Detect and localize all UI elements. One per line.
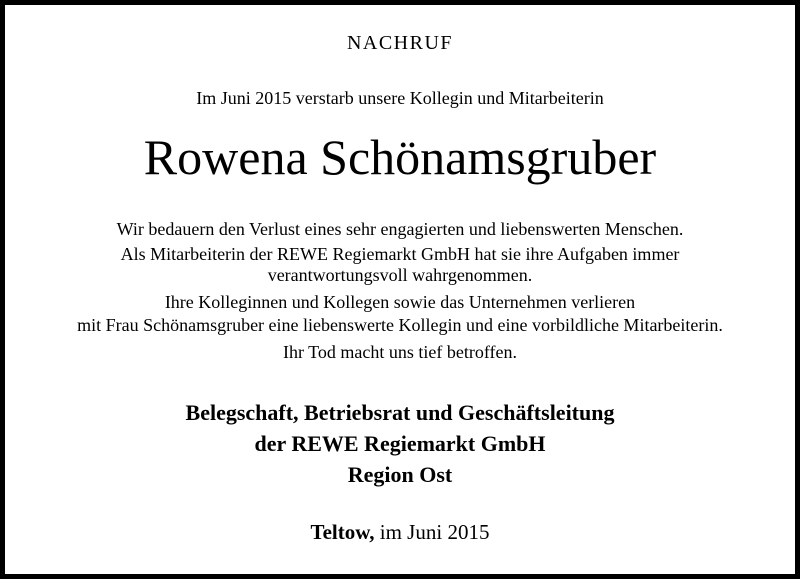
signature-line: Region Ost bbox=[347, 462, 453, 487]
place: Teltow, bbox=[310, 520, 375, 544]
body-line: Wir bedauern den Verlust eines sehr engagierten und liebenswerten Menschen. bbox=[116, 219, 684, 239]
body-line: mit Frau Schönamsgruber eine liebenswerte Kollegin und eine vorbildliche Mitarbeiterin. bbox=[77, 315, 723, 335]
intro-text: Im Juni 2015 verstarb unsere Kollegin und Mitarbeiterin bbox=[196, 88, 604, 108]
date: im Juni 2015 bbox=[379, 520, 490, 544]
signature-line: Belegschaft, Betriebsrat und Geschäftsleitung bbox=[185, 400, 615, 425]
signature-line: der REWE Regiemarkt GmbH bbox=[254, 431, 546, 456]
body-line: Ihre Kolleginnen und Kollegen sowie das Unternehmen verlieren bbox=[164, 292, 636, 312]
place-date bbox=[0, 520, 800, 545]
body-line: Ihr Tod macht uns tief betroffen. bbox=[282, 342, 517, 362]
notice-heading: NACHRUF bbox=[346, 32, 454, 54]
deceased-name: Rowena Schönamsgruber bbox=[143, 129, 657, 185]
body-line: Als Mitarbeiterin der REWE Regiemarkt GmbH hat sie ihre Aufgaben immer bbox=[120, 244, 680, 264]
body-line: verantwortungsvoll wahrgenommen. bbox=[267, 265, 533, 285]
